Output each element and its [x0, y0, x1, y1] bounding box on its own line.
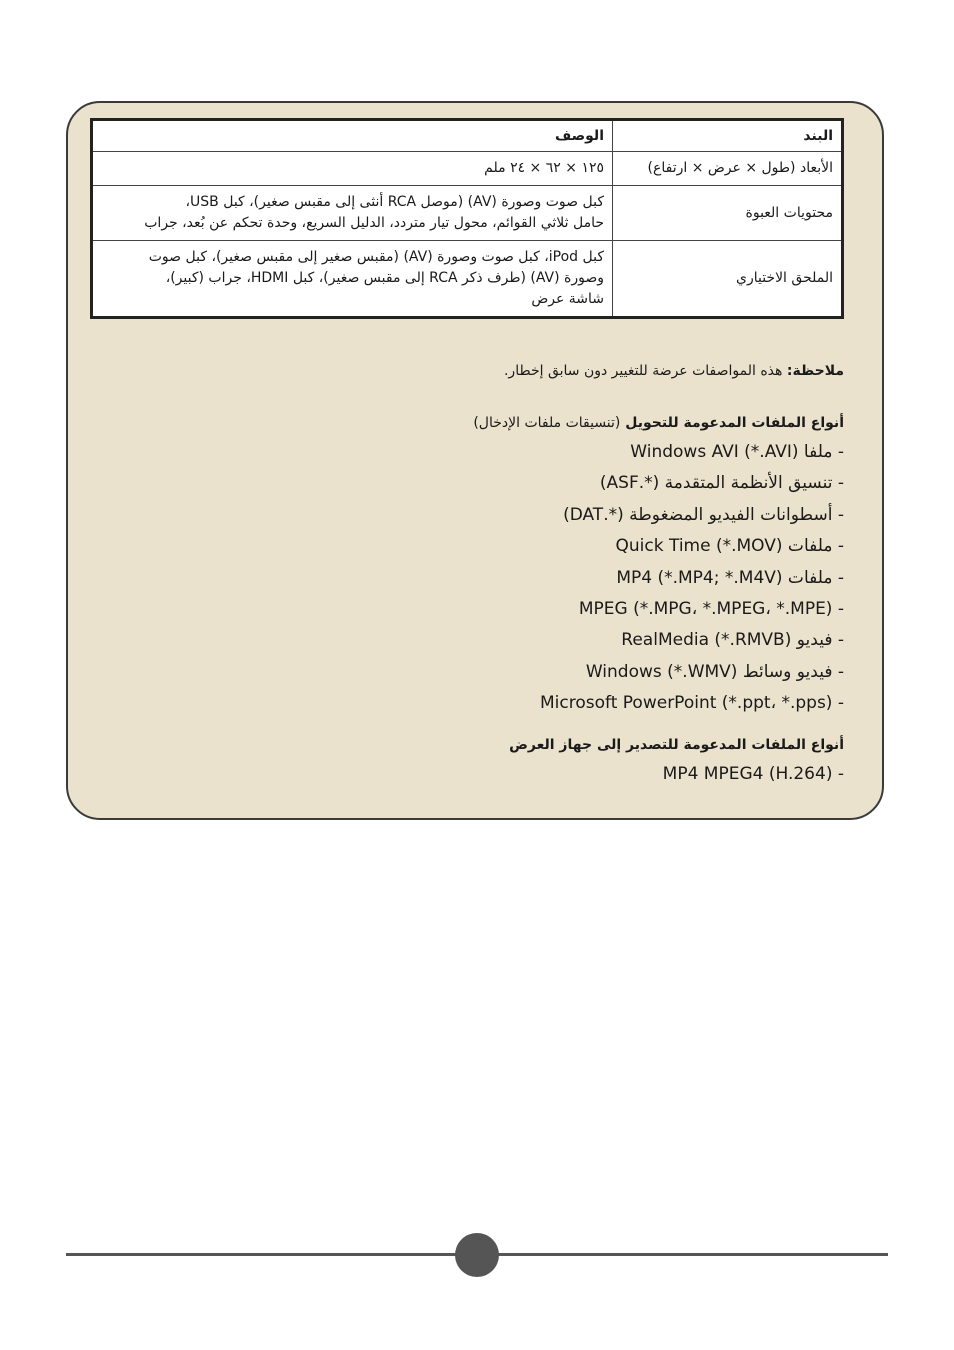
list-item: - فيديو وسائط Windows (*.WMV): [585, 661, 844, 682]
list-item: - ملفات Quick Time (*.MOV): [615, 536, 844, 557]
table-row: [92, 241, 843, 318]
list-item: - تنسيق الأنظمة المتقدمة (*.ASF): [599, 473, 844, 494]
desc-line: كبل صوت وصورة (AV) (موصل RCA أنثى إلى مقبس صغير)، كبل USB،: [185, 194, 604, 210]
desc-line: ١٢٥ × ٦٢ × ٢٤ ملم: [484, 160, 604, 176]
row-item: محتويات العبوة: [613, 186, 843, 241]
list-item: - أسطوانات الفيديو المضغوطة (*.DAT): [563, 504, 844, 525]
row-desc: [92, 152, 613, 186]
desc-line: وصورة (AV) (طرف ذكر RCA إلى مقبس صغير)، كبل HDMI، جراب (كبير)،: [165, 270, 604, 286]
row-desc: [92, 186, 613, 241]
note-text: هذه المواصفات عرضة للتغيير دون سابق إخطار.: [503, 363, 783, 379]
note: [144, 363, 844, 379]
list-item: - ملفا Windows AVI (*.AVI): [630, 442, 844, 462]
header-desc: الوصف: [92, 120, 613, 152]
list-item: - فيديو RealMedia (*.RMVB): [621, 630, 844, 651]
list-item: - MPEG (*.MPG، *.MPEG، *.MPE): [578, 598, 844, 619]
export-section: [104, 737, 844, 790]
convert-subtitle: (تنسيقات ملفات الإدخال): [473, 415, 621, 431]
desc-line: حامل ثلاثي القوائم، محول تيار متردد، الدليل السريع، وحدة تحكم عن بُعد، جراب: [144, 215, 604, 231]
list-item: - Microsoft PowerPoint (*.ppt، *.pps): [540, 693, 844, 714]
convert-title: أنواع الملفات المدعومة للتحويل: [625, 415, 844, 431]
header-item: البند: [613, 120, 843, 152]
convert-section-title: [104, 415, 844, 431]
desc-line: كبل iPod، كبل صوت وصورة (AV) (مقبس صغير إلى مقبس صغير)، كبل صوت: [148, 249, 604, 265]
export-format-list: [104, 759, 844, 790]
spec-table: [90, 118, 844, 319]
note-label: ملاحظة:: [786, 363, 844, 379]
content-panel: [66, 101, 884, 820]
page-number-circle: [455, 1233, 499, 1277]
export-title: أنواع الملفات المدعومة للتصدير إلى جهاز العرض: [509, 737, 844, 753]
list-item: - ملفات MP4 (*.MP4; *.M4V): [616, 567, 844, 588]
table-row: [92, 152, 843, 186]
convert-section: [104, 415, 844, 720]
table-row: [92, 186, 843, 241]
table-header-row: [92, 120, 843, 152]
row-desc: [92, 241, 613, 318]
row-item: الملحق الاختياري: [613, 241, 843, 318]
convert-format-list: [104, 437, 844, 720]
desc-line: شاشة عرض: [531, 291, 604, 307]
list-item: - MP4 MPEG4 (H.264): [662, 764, 844, 784]
row-item: الأبعاد (طول × عرض × ارتفاع): [613, 152, 843, 186]
